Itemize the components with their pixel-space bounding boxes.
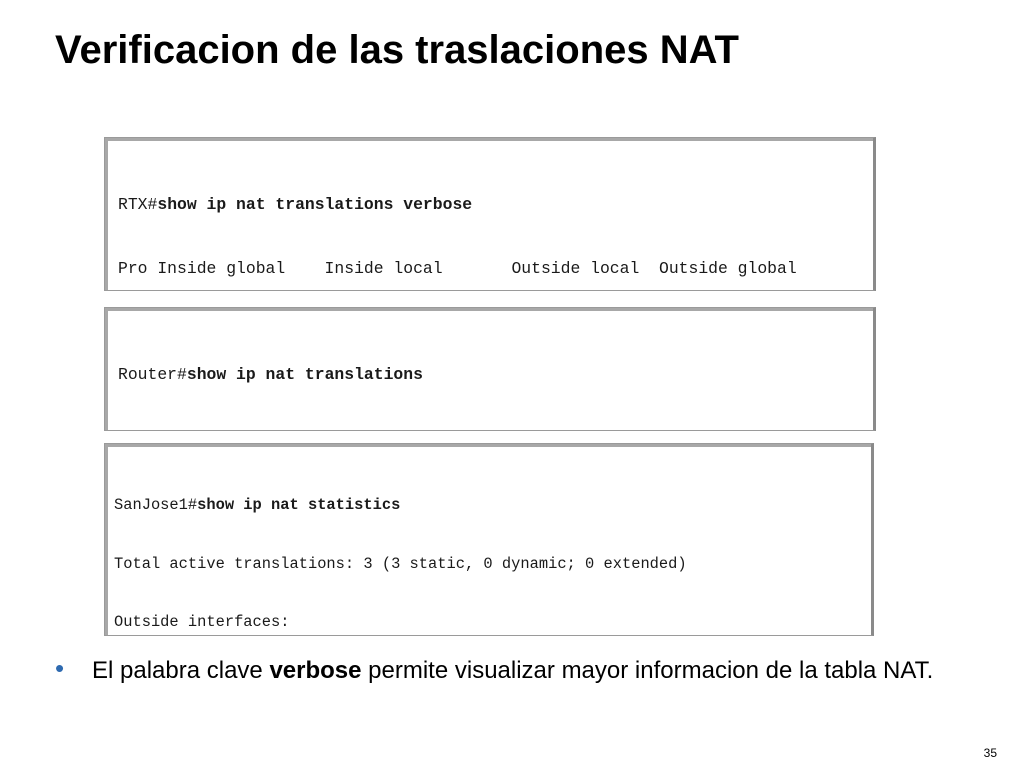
bullet-icon: • (55, 653, 65, 683)
bullet-text (92, 655, 985, 686)
bullet-text-after: permite visualizar mayor informacion de la tabla NAT. (361, 657, 934, 684)
slide-title: Verificacion de las traslaciones NAT (55, 28, 739, 72)
terminal-output-nat-statistics (104, 443, 874, 636)
terminal-command-line (118, 364, 873, 385)
terminal-command-line (114, 496, 871, 516)
bullet-keyword: verbose (269, 657, 362, 684)
terminal-line: Outside interfaces: (114, 613, 290, 631)
terminal-command: show ip nat translations (186, 364, 423, 384)
terminal-command: show ip nat translations verbose (157, 194, 473, 214)
page-number: 35 (983, 746, 997, 760)
terminal-prompt: Router# (118, 364, 187, 384)
terminal-line: Pro Inside global Inside local Outside local Outside global (118, 259, 797, 279)
terminal-command-line (118, 194, 873, 215)
terminal-output-nat-translations (104, 307, 876, 431)
bullet-point (55, 655, 985, 686)
terminal-command: show ip nat statistics (197, 496, 401, 514)
terminal-output-nat-translations-verbose (104, 137, 876, 291)
terminal-line (118, 428, 873, 431)
terminal-prompt: SanJose1# (114, 496, 198, 514)
terminal-line: Total active translations: 3 (3 static, 0 dynamic; 0 extended) (114, 554, 687, 573)
bullet-text-before: El palabra clave (92, 657, 270, 684)
terminal-prompt: RTX# (118, 194, 158, 214)
